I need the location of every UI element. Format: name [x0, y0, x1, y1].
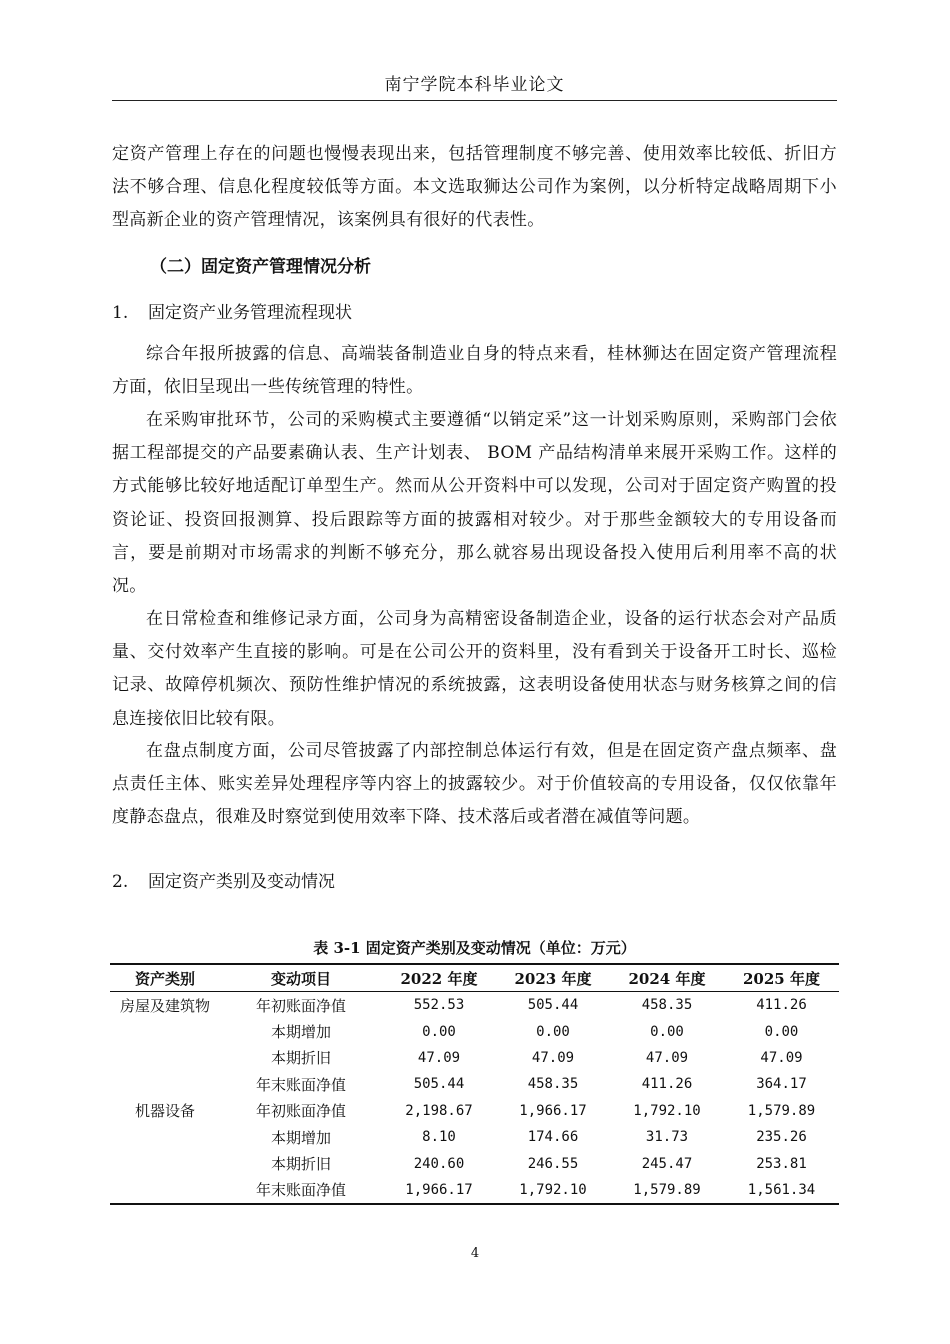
fixed-asset-table	[110, 963, 839, 1205]
column-header: 2025 年度	[724, 964, 839, 992]
table-cell-value: 8.10	[422, 1129, 456, 1146]
table-row	[110, 992, 839, 1019]
table-cell-value: 1,966.17	[519, 1102, 587, 1119]
table-cell-value: 0.00	[422, 1023, 456, 1040]
table-cell-value: 505.44	[413, 1076, 465, 1093]
table-cell-value: 458.35	[641, 997, 693, 1014]
table-cell-category	[110, 1177, 220, 1204]
table-cell-value: 505.44	[527, 997, 579, 1014]
column-header: 资产类别	[110, 964, 220, 992]
table-cell-value: 174.66	[527, 1129, 579, 1146]
table-cell-item: 本期折旧	[270, 1049, 331, 1068]
table-cell-value: 240.60	[413, 1155, 465, 1172]
table-cell-item: 本期增加	[270, 1128, 331, 1147]
table-cell-category	[110, 1018, 220, 1044]
table-cell-value: 246.55	[527, 1155, 579, 1172]
table-cell-item: 本期折旧	[270, 1155, 331, 1174]
table-cell-value: 47.09	[531, 1049, 575, 1066]
table-header-row	[110, 964, 839, 992]
table-cell-value: 47.09	[645, 1049, 689, 1066]
subsection-number: 2.	[112, 872, 129, 892]
table-cell-value: 1,792.10	[633, 1102, 701, 1119]
table-row	[110, 1045, 839, 1071]
table-cell-item: 年末账面净值	[255, 1075, 346, 1094]
table-cell-value: 0.00	[536, 1023, 570, 1040]
table-row	[110, 1018, 839, 1044]
subsection-title: 固定资产业务管理流程现状	[148, 303, 352, 323]
table-row	[110, 1177, 839, 1204]
subsection-number: 1.	[112, 303, 129, 323]
table-cell-category	[110, 1124, 220, 1150]
paragraph-overview: 综合年报所披露的信息、高端装备制造业自身的特点来看，桂林狮达在固定资产管理流程方面，依旧呈现出一些传统管理的特性。	[112, 344, 837, 398]
table-cell-value: 411.26	[756, 997, 807, 1014]
table-caption: 表 3-1 固定资产类别及变动情况（单位：万元）	[313, 939, 636, 957]
table-row	[110, 1098, 839, 1124]
table-row	[110, 1150, 839, 1176]
subsection-heading-2	[112, 867, 335, 892]
table-cell-value: 364.17	[756, 1076, 807, 1093]
table-cell-value: 458.35	[527, 1076, 579, 1093]
paragraph-procurement: 在采购审批环节，公司的采购模式主要遵循“以销定采”这一计划采购原则，采购部门会依据工程部提交的产品要素确认表、生产计划表、 BOM 产品结构清单来展开采购工作。这样的方式能够比较好地适配订单型生产。然而从公开资料中可以发现，公司对于固定资产购置的投资论证、投资回报测算、投后跟踪等方面的披露相对较少。对于那些金额较大的专用设备而言，要是前期对市场需求的判断不够充分，那么就容易出现设备投入使用后利用率不高的状况。	[112, 410, 837, 597]
table-cell-value: 1,561.34	[724, 1177, 839, 1204]
column-header: 变动项目	[220, 964, 382, 992]
section-heading: （二）固定资产管理情况分析	[150, 257, 371, 277]
table-cell-value: 411.26	[641, 1076, 693, 1093]
subsection-heading-1	[112, 298, 352, 323]
table-cell-item: 年初账面净值	[255, 996, 346, 1015]
table-row	[110, 1071, 839, 1097]
table-cell-value: 1,579.89	[747, 1102, 816, 1119]
table-cell-value: 253.81	[756, 1155, 807, 1172]
table-cell-value: 1,579.89	[610, 1177, 724, 1204]
table-cell-category: 机器设备	[134, 1102, 195, 1121]
table-cell-value: 2,198.67	[405, 1102, 473, 1119]
table-row	[110, 1124, 839, 1150]
table-cell-value: 245.47	[641, 1155, 693, 1172]
paragraph-intro-continued: 定资产管理上存在的问题也慢慢表现出来，包括管理制度不够完善、使用效率比较低、折旧方法不够合理、信息化程度较低等方面。本文选取狮达公司作为案例，以分析特定战略周期下小型高新企业的资产管理情况，该案例具有很好的代表性。	[112, 144, 837, 231]
column-header: 2024 年度	[610, 964, 724, 992]
table-cell-value: 47.09	[760, 1049, 803, 1066]
header-divider	[112, 100, 837, 101]
table-cell-value: 0.00	[764, 1023, 799, 1040]
table-cell-value: 0.00	[650, 1023, 684, 1040]
table-cell-value: 1,792.10	[496, 1177, 610, 1204]
table-cell-value: 1,966.17	[382, 1177, 496, 1204]
table-cell-value: 31.73	[645, 1129, 689, 1146]
table-cell-category	[110, 1150, 220, 1176]
column-header: 2023 年度	[496, 964, 610, 992]
table-cell-value: 47.09	[417, 1049, 461, 1066]
paragraph-inventory: 在盘点制度方面，公司尽管披露了内部控制总体运行有效，但是在固定资产盘点频率、盘点责任主体、账实差异处理程序等内容上的披露较少。对于价值较高的专用设备，仅仅依靠年度静态盘点，很难及时察觉到使用效率下降、技术落后或者潜在减值等问题。	[112, 741, 837, 828]
paragraph-maintenance: 在日常检查和维修记录方面，公司身为高精密设备制造企业，设备的运行状态会对产品质量、交付效率产生直接的影响。可是在公司公开的资料里，没有看到关于设备开工时长、巡检记录、故障停机频次、预防性维护情况的系统披露，这表明设备使用状态与财务核算之间的信息连接依旧比较有限。	[112, 609, 837, 729]
table-cell-value: 235.26	[756, 1129, 807, 1146]
table-cell-item: 年初账面净值	[255, 1102, 346, 1121]
table-cell-item: 年末账面净值	[220, 1177, 382, 1204]
page-number: 4	[470, 1246, 480, 1261]
page-header-title: 南宁学院本科毕业论文	[384, 75, 565, 95]
table-cell-item: 本期增加	[270, 1023, 331, 1042]
column-header: 2022 年度	[382, 964, 496, 992]
table-cell-category: 房屋及建筑物	[119, 996, 210, 1015]
table-cell-category	[110, 1071, 220, 1097]
table-cell-value: 552.53	[413, 997, 465, 1014]
table-cell-category	[110, 1045, 220, 1071]
subsection-title: 固定资产类别及变动情况	[148, 872, 335, 892]
